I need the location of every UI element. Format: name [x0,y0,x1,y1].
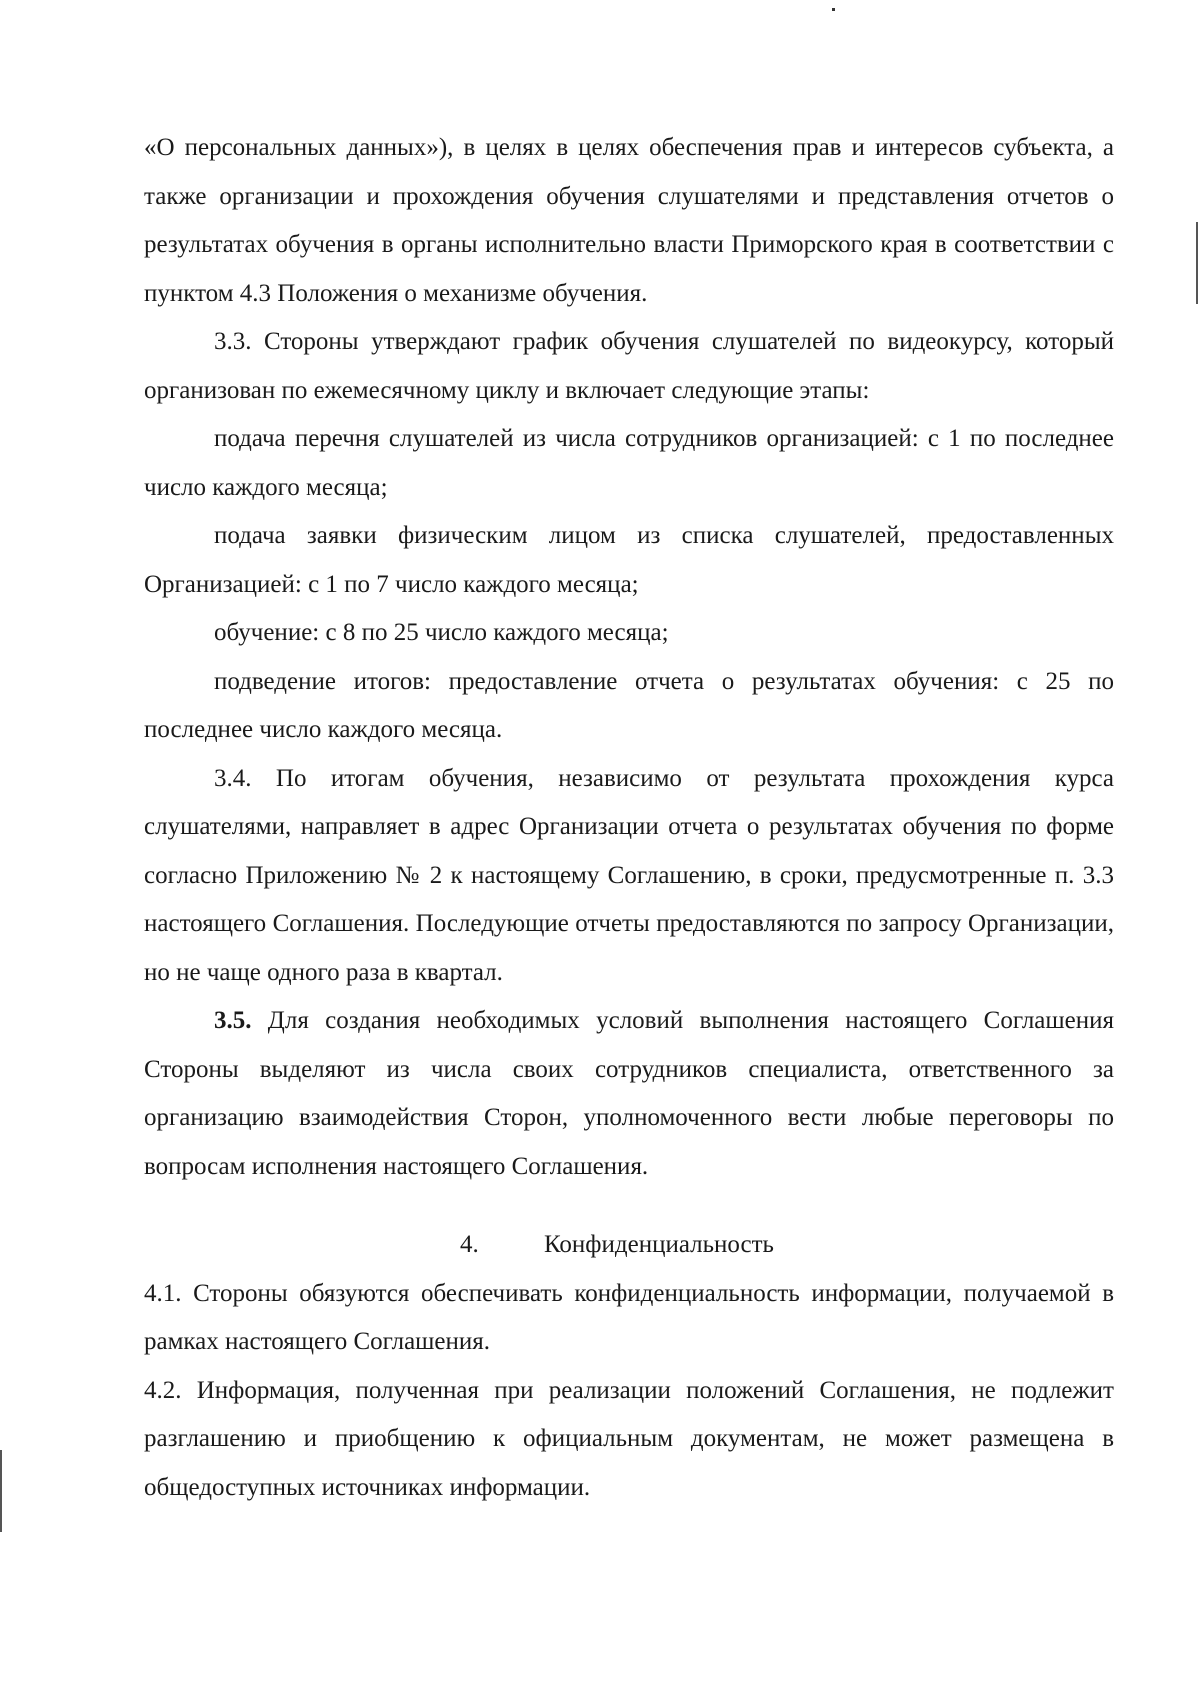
paragraph-4-2: 4.2. Информация, полученная при реализации положений Соглашения, не подлежит разглашению и приобщению к официальным документам, не может размещена в общедоступных источниках информации. [144,1376,1114,1501]
paragraph-3-3-stage-training: обучение: с 8 по 25 число каждого месяца; [214,619,669,646]
paragraph-3-5 [144,997,1114,1191]
document-body [144,124,1114,1512]
paragraph-3-3-stage-results: подведение итогов: предоставление отчета о результатах обучения: с 25 по последнее число каждого месяца. [144,667,1114,743]
paragraph-3-5-number: 3.5. [214,1007,252,1034]
paragraph-3-3: 3.3. Стороны утверждают график обучения слушателей по видеокурсу, который организован по ежемесячному циклу и включает следующие этапы: [144,328,1114,404]
section-title: Конфиденциальность [544,1231,774,1258]
scan-edge-mark-bottom [0,1450,2,1532]
paragraph-3-3-stage-list: подача перечня слушателей из числа сотрудников организацией: с 1 по последнее число каждого месяца; [144,425,1114,501]
paragraph-intro: «О персональных данных»), в целях в целях обеспечения прав и интересов субъекта, а также организации и прохождения обучения слушателями и представления отчетов о результатах обучения в органы исполнительно власти Приморского края в соответствии с пунктом 4.3 Положения о механизме обучения. [144,134,1114,307]
paragraph-3-4: 3.4. По итогам обучения, независимо от результата прохождения курса слушателями, направляет в адрес Организации отчета о результатах обучения по форме согласно Приложению № 2 к настоящему Соглашению, в сроки, предусмотренные п. 3.3 настоящего Соглашения. Последующие отчеты предоставляются по запросу Организации, но не чаще одного раза в квартал. [144,764,1114,986]
paragraph-3-3-stage-application: подача заявки физическим лицом из списка слушателей, предоставленных Организацией: с 1 по 7 число каждого месяца; [144,522,1114,598]
paragraph-4-1: 4.1. Стороны обязуются обеспечивать конфиденциальность информации, получаемой в рамках настоящего Соглашения. [144,1279,1114,1355]
section-heading [144,1221,1114,1270]
paragraph-3-5-text: Для создания необходимых условий выполнения настоящего Соглашения Стороны выделяют из числа своих сотрудников специалиста, ответственного за организацию взаимодействия Сторон, уполномоченного вести любые переговоры по вопросам исполнения настоящего Соглашения. [144,1007,1114,1180]
section-number: 4. [460,1231,479,1258]
scan-edge-mark-top [1196,222,1198,304]
scan-dot [832,8,835,11]
